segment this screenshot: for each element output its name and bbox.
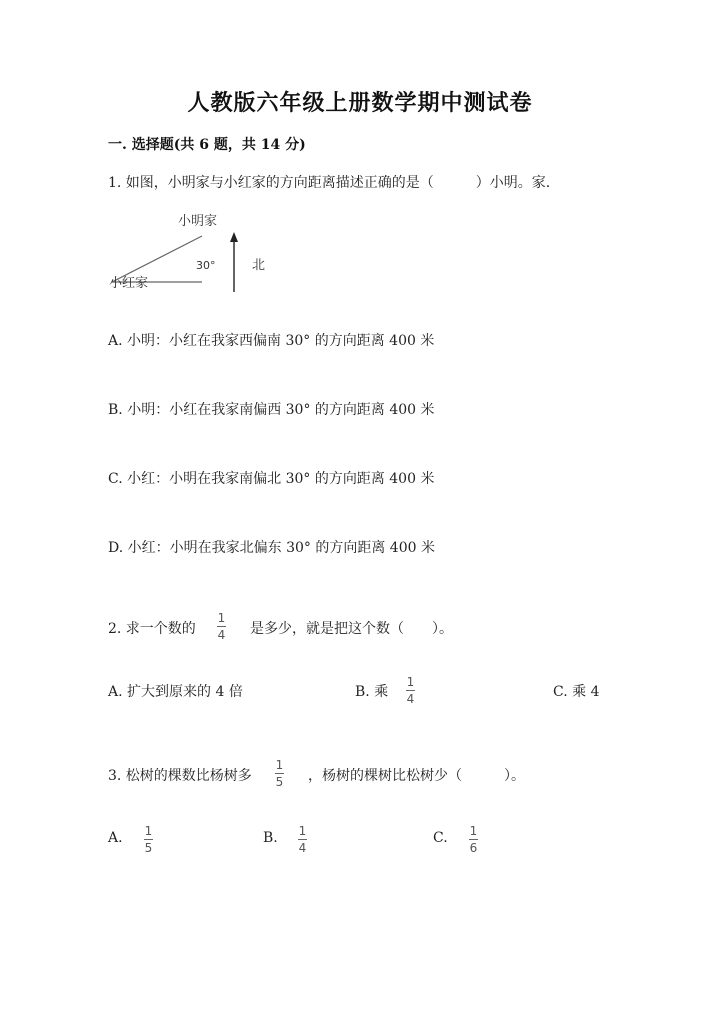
q3-option-c-denominator: 6 <box>469 841 478 855</box>
q3-option-c-fraction <box>469 824 478 855</box>
q2-option-b: B. 乘 <box>355 684 389 700</box>
diagram-label-angle: 30° <box>196 259 216 272</box>
q3-fraction-denominator: 5 <box>275 775 284 789</box>
diagram-label-xiaohong-home: 小红家 <box>109 276 149 291</box>
q3-option-b: B. <box>263 830 278 846</box>
question-2-prefix: 2. 求一个数的 <box>108 621 196 637</box>
diagram-label-xiaoming-home: 小明家 <box>178 214 218 229</box>
q3-option-a: A. <box>108 830 123 846</box>
q2-option-b-fraction <box>406 675 415 706</box>
q2-option-c: C. 乘 4 <box>553 684 600 700</box>
fraction-bar <box>298 839 307 840</box>
question-1-text: 1. 如图，小明家与小红家的方向距离描述正确的是（ ）小明。家. <box>108 175 551 191</box>
q3-option-c: C. <box>433 830 448 846</box>
question-2-suffix: 是多少，就是把这个数（ ）。 <box>250 621 453 637</box>
north-arrowhead <box>230 232 238 242</box>
q2-fraction-numerator: 1 <box>217 611 226 625</box>
q3-fraction <box>275 758 284 789</box>
question-3-prefix: 3. 松树的棵数比杨树多 <box>108 768 252 784</box>
q3-option-a-numerator: 1 <box>144 824 153 838</box>
q1-option-d: D. 小红：小明在我家北偏东 30° 的方向距离 400 米 <box>108 540 435 556</box>
q3-fraction-numerator: 1 <box>275 758 284 772</box>
q3-option-c-numerator: 1 <box>469 824 478 838</box>
direction-diagram <box>104 212 284 302</box>
question-3-suffix: ，杨树的棵树比松树少（ ）。 <box>308 768 525 784</box>
q3-option-a-denominator: 5 <box>144 841 153 855</box>
q2-option-a: A. 扩大到原来的 4 倍 <box>108 684 243 700</box>
q2-fraction <box>217 611 226 642</box>
q3-option-b-numerator: 1 <box>298 824 307 838</box>
q1-option-b: B. 小明：小红在我家南偏西 30° 的方向距离 400 米 <box>108 402 435 418</box>
fraction-bar <box>217 626 226 627</box>
page-title: 人教版六年级上册数学期中测试卷 <box>187 90 533 116</box>
q2-option-b-denominator: 4 <box>406 692 415 706</box>
q3-option-a-fraction <box>144 824 153 855</box>
q3-option-b-denominator: 4 <box>298 841 307 855</box>
q2-option-b-numerator: 1 <box>406 675 415 689</box>
q3-option-b-fraction <box>298 824 307 855</box>
fraction-bar <box>275 773 284 774</box>
q1-option-c: C. 小红：小明在我家南偏北 30° 的方向距离 400 米 <box>108 471 435 487</box>
fraction-bar <box>144 839 153 840</box>
q2-fraction-denominator: 4 <box>217 628 226 642</box>
diagram-label-north: 北 <box>252 258 266 273</box>
section-heading: 一. 选择题(共 6 题，共 14 分) <box>108 137 306 153</box>
fraction-bar <box>406 690 415 691</box>
fraction-bar <box>469 839 478 840</box>
q1-option-a: A. 小明：小红在我家西偏南 30° 的方向距离 400 米 <box>108 333 435 349</box>
